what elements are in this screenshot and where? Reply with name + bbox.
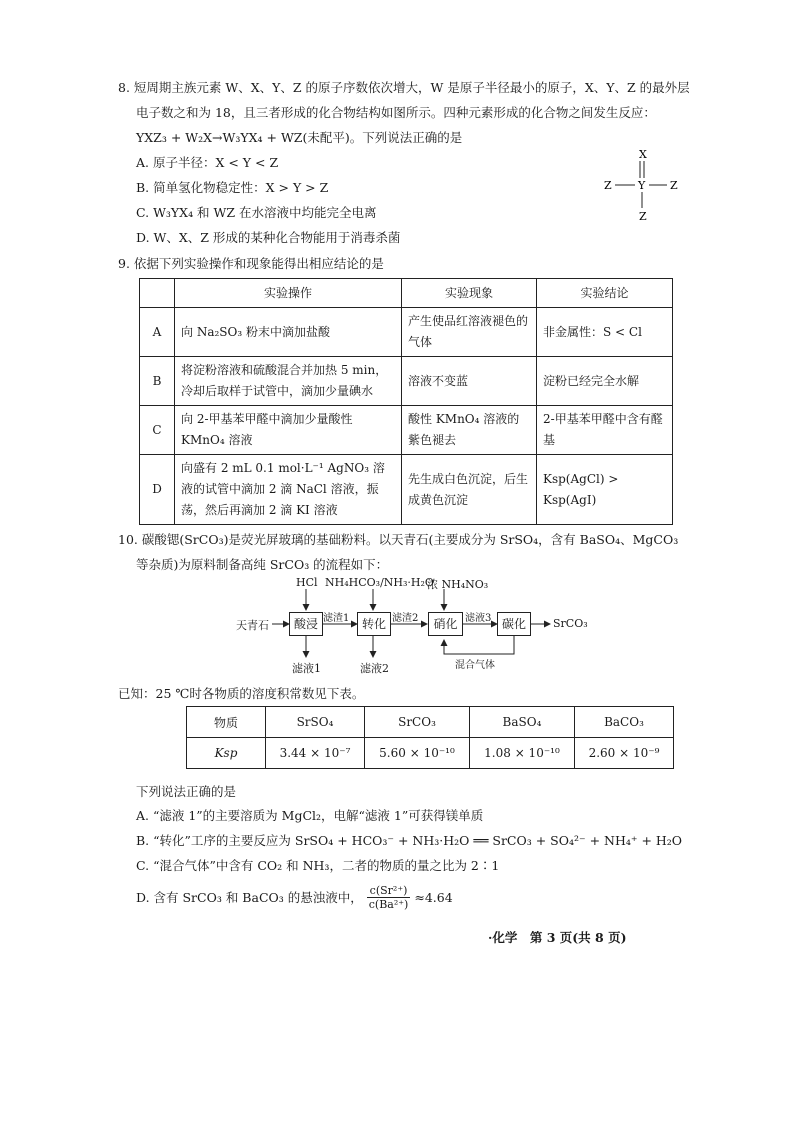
q9-row-conclusion: 非金属性：S < Cl xyxy=(537,308,673,357)
page-footer: ·化学 第 3 页(共 8 页) xyxy=(488,930,627,945)
q9-row-operation: 将淀粉溶液和硫酸混合并加热 5 min，冷却后取样于试管中，滴加少量碘水 xyxy=(175,357,402,406)
table-row xyxy=(187,707,674,738)
q9-row-conclusion: 淀粉已经完全水解 xyxy=(537,357,673,406)
q10-option-d-prefix: D. 含有 SrCO₃ 和 BaCO₃ 的悬浊液中， xyxy=(136,890,363,905)
q9-row-conclusion: 2-甲基苯甲醛中含有醛基 xyxy=(537,406,673,455)
ksp-col-srso4: SrSO₄ xyxy=(266,707,365,738)
q8-line1: 8. 短周期主族元素 W、X、Y、Z 的原子序数依次增大，W 是原子半径最小的原子，X、Y、Z 的最外层 xyxy=(118,80,690,95)
q10-option-d-fraction xyxy=(366,884,412,911)
table-row xyxy=(140,406,673,455)
q9-header-operation: 实验操作 xyxy=(175,279,402,308)
q9-header-blank xyxy=(140,279,175,308)
q10-option-b: B. “转化”工序的主要反应为 SrSO₄ + HCO₃⁻ + NH₃·H₂O ══ SrCO₃ + SO₄²⁻ + NH₄⁺ + H₂O xyxy=(136,833,683,848)
ksp-header-substance: 物质 xyxy=(187,707,266,738)
q10-line2: 等杂质)为原料制备高纯 SrCO₃ 的流程如下： xyxy=(136,557,389,572)
q9-table xyxy=(139,278,673,525)
q8-line3: YXZ₃ + W₂X→W₃YX₄ + WZ(未配平)。下列说法正确的是 xyxy=(136,130,463,145)
table-row xyxy=(140,455,673,525)
q9-header-phenomenon: 实验现象 xyxy=(402,279,537,308)
flow-start-label: 天青石 xyxy=(236,619,269,632)
flow-box-acid-leach: 酸浸 xyxy=(289,612,323,636)
q9-row-operation: 向 Na₂SO₃ 粉末中滴加盐酸 xyxy=(175,308,402,357)
flow-filtrate-3: 滤液3 xyxy=(465,613,492,624)
flow-filter-residue-2: 滤渣2 xyxy=(392,613,419,624)
q9-row-id: A xyxy=(140,308,175,357)
flow-mixed-gas: 混合气体 xyxy=(455,660,495,671)
flow-input-nh4no3: 浓 NH₄NO₃ xyxy=(427,578,489,591)
q8-option-c: C. W₃YX₄ 和 WZ 在水溶液中均能完全电离 xyxy=(136,205,377,220)
struct-right-z: Z xyxy=(670,179,678,192)
ksp-val-baco3: 2.60 × 10⁻⁹ xyxy=(574,738,673,769)
flow-output-filtrate-1: 滤液1 xyxy=(292,662,321,675)
q8-option-d: D. W、X、Z 形成的某种化合物能用于消毒杀菌 xyxy=(136,230,401,245)
q9-stem: 9. 依据下列实验操作和现象能得出相应结论的是 xyxy=(118,256,384,271)
q9-header-row xyxy=(140,279,673,308)
q9-header-conclusion: 实验结论 xyxy=(537,279,673,308)
q10-option-a: A. “滤液 1”的主要溶质为 MgCl₂，电解“滤液 1”可获得镁单质 xyxy=(136,808,484,823)
q9-row-phenomenon: 酸性 KMnO₄ 溶液的紫色褪去 xyxy=(402,406,537,455)
q9-row-phenomenon: 产生使品红溶液褪色的气体 xyxy=(402,308,537,357)
flow-input-nh4hco3: NH₄HCO₃/NH₃·H₂O xyxy=(325,576,434,589)
q10-ask: 下列说法正确的是 xyxy=(136,784,237,799)
struct-left-z: Z xyxy=(604,179,612,192)
flow-box-carbonation: 碳化 xyxy=(497,612,531,636)
q10-known: 已知：25 ℃时各物质的溶度积常数见下表。 xyxy=(118,686,365,701)
ksp-val-srso4: 3.44 × 10⁻⁷ xyxy=(266,738,365,769)
fraction-numerator: c(Sr²⁺) xyxy=(367,884,411,898)
fraction-denominator: c(Ba²⁺) xyxy=(368,897,409,911)
q10-option-c: C. “混合气体”中含有 CO₂ 和 NH₃，二者的物质的量之比为 2∶1 xyxy=(136,858,500,873)
q8-option-b: B. 简单氢化物稳定性：X > Y > Z xyxy=(136,180,329,195)
q8-line2: 电子数之和为 18，且三者形成的化合物结构如图所示。四种元素形成的化合物之间发生反应： xyxy=(136,105,656,120)
q9-row-id: C xyxy=(140,406,175,455)
struct-center-y: Y xyxy=(638,179,646,192)
q9-row-phenomenon: 先生成白色沉淀，后生成黄色沉淀 xyxy=(402,455,537,525)
flow-output-filtrate-2: 滤液2 xyxy=(360,662,389,675)
ksp-col-baso4: BaSO₄ xyxy=(469,707,574,738)
flow-end-label: SrCO₃ xyxy=(553,617,588,630)
q9-row-phenomenon: 溶液不变蓝 xyxy=(402,357,537,406)
struct-top-x: X xyxy=(639,148,647,161)
arrow-gas-loop xyxy=(444,636,514,654)
q9-row-conclusion: Ksp(AgCl) > Ksp(AgI) xyxy=(537,455,673,525)
ksp-table xyxy=(186,706,674,769)
q9-row-operation: 向盛有 2 mL 0.1 mol·L⁻¹ AgNO₃ 溶液的试管中滴加 2 滴 NaCl 溶液，振荡，然后再滴加 2 滴 KI 溶液 xyxy=(175,455,402,525)
ksp-val-baso4: 1.08 × 10⁻¹⁰ xyxy=(469,738,574,769)
q10-option-d xyxy=(136,880,453,914)
q8-structure-diagram xyxy=(602,146,682,226)
flow-box-nitration: 硝化 xyxy=(428,612,463,636)
struct-bottom-z: Z xyxy=(639,210,647,223)
q8-option-a: A. 原子半径：X < Y < Z xyxy=(136,155,279,170)
q10-option-d-suffix: ≈4.64 xyxy=(414,889,453,905)
flow-input-hcl: HCl xyxy=(296,576,318,589)
ksp-val-srco3: 5.60 × 10⁻¹⁰ xyxy=(365,738,470,769)
table-row xyxy=(140,357,673,406)
table-row xyxy=(140,308,673,357)
q9-row-id: B xyxy=(140,357,175,406)
q10-line1: 10. 碳酸锶(SrCO₃)是荧光屏玻璃的基础粉料。以天青石(主要成分为 SrSO₄，含有 BaSO₄、MgCO₃ xyxy=(118,532,679,547)
q9-row-id: D xyxy=(140,455,175,525)
ksp-col-baco3: BaCO₃ xyxy=(574,707,673,738)
q9-row-operation: 向 2-甲基苯甲醛中滴加少量酸性 KMnO₄ 溶液 xyxy=(175,406,402,455)
flow-box-conversion: 转化 xyxy=(357,612,391,636)
ksp-col-srco3: SrCO₃ xyxy=(365,707,470,738)
flow-filter-residue-1: 滤渣1 xyxy=(323,613,350,624)
ksp-row-label: Ksp xyxy=(187,738,266,769)
table-row xyxy=(187,738,674,769)
